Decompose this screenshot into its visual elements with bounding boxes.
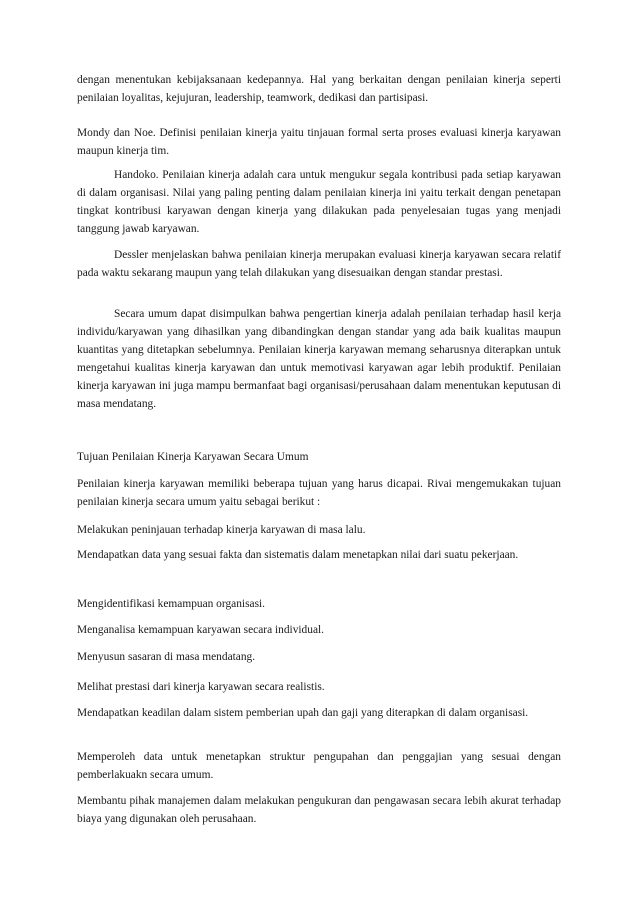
paragraph-mondy-noe: Mondy dan Noe. Definisi penilaian kinerja yaitu tinjauan formal serta proses evaluasi kinerja karyawan maupun kinerja tim. <box>77 127 561 157</box>
list-item: Memperoleh data untuk menetapkan struktur pengupahan dan penggajian yang sesuai dengan pemberlakuakn secara umum. <box>77 751 561 781</box>
paragraph-rivai: Penilaian kinerja karyawan memiliki beberapa tujuan yang harus dicapai. Rivai mengemukakan tujuan penilaian kinerja secara umum yaitu sebagai berikut : <box>77 478 561 508</box>
list-item: Mendapatkan keadilan dalam sistem pemberian upah dan gaji yang diterapkan di dalam organisasi. <box>77 707 529 719</box>
list-item: Mengidentifikasi kemampuan organisasi. <box>77 598 266 610</box>
list-item: Menganalisa kemampuan karyawan secara individual. <box>77 624 325 636</box>
list-item: Mendapatkan data yang sesuai fakta dan sistematis dalam menetapkan nilai dari suatu pekerjaan. <box>77 549 519 561</box>
paragraph-handoko: Handoko. Penilaian kinerja adalah cara untuk mengukur segala kontribusi pada setiap karyawan di dalam organisasi. Nilai yang paling penting dalam penilaian kinerja ini yaitu terkait dengan penetapan tingkat kontribusi karyawan dengan kinerja yang dilakukan pada penyelesaian tugas yang menjadi tanggung jawab karyawan. <box>77 169 561 235</box>
list-item: Melakukan peninjauan terhadap kinerja karyawan di masa lalu. <box>77 524 366 536</box>
paragraph-dessler: Dessler menjelaskan bahwa penilaian kinerja merupakan evaluasi kinerja karyawan secara relatif pada waktu sekarang maupun yang telah dilakukan yang disesuaikan dengan standar prestasi. <box>77 249 561 279</box>
list-item: Melihat prestasi dari kinerja karyawan secara realistis. <box>77 681 325 693</box>
list-item: Membantu pihak manajemen dalam melakukan pengukuran dan pengawasan secara lebih akurat terhadap biaya yang digunakan oleh perusahaan. <box>77 795 561 825</box>
paragraph-intro-continuation: dengan menentukan kebijaksanaan kedepannya. Hal yang berkaitan dengan penilaian kinerja seperti penilaian loyalitas, kejujuran, leadership, teamwork, dedikasi dan partisipasi. <box>77 74 561 104</box>
paragraph-conclusion: Secara umum dapat disimpulkan bahwa pengertian kinerja adalah penilaian terhadap hasil kerja individu/karyawan yang dihasilkan yang dibandingkan dengan standar yang ada baik kualitas maupun kuantitas yang ditetapkan sebelumnya. Penilaian kinerja karyawan memang seharusnya diterapkan untuk mengetahui kualitas kinerja karyawan dan untuk memotivasi karyawan agar lebih produktif. Penilaian kinerja karyawan ini juga mampu bermanfaat bagi organisasi/perusahaan dalam menentukan keputusan di masa mendatang. <box>77 308 561 410</box>
list-item: Menyusun sasaran di masa mendatang. <box>77 651 256 663</box>
section-heading: Tujuan Penilaian Kinerja Karyawan Secara Umum <box>77 451 309 463</box>
